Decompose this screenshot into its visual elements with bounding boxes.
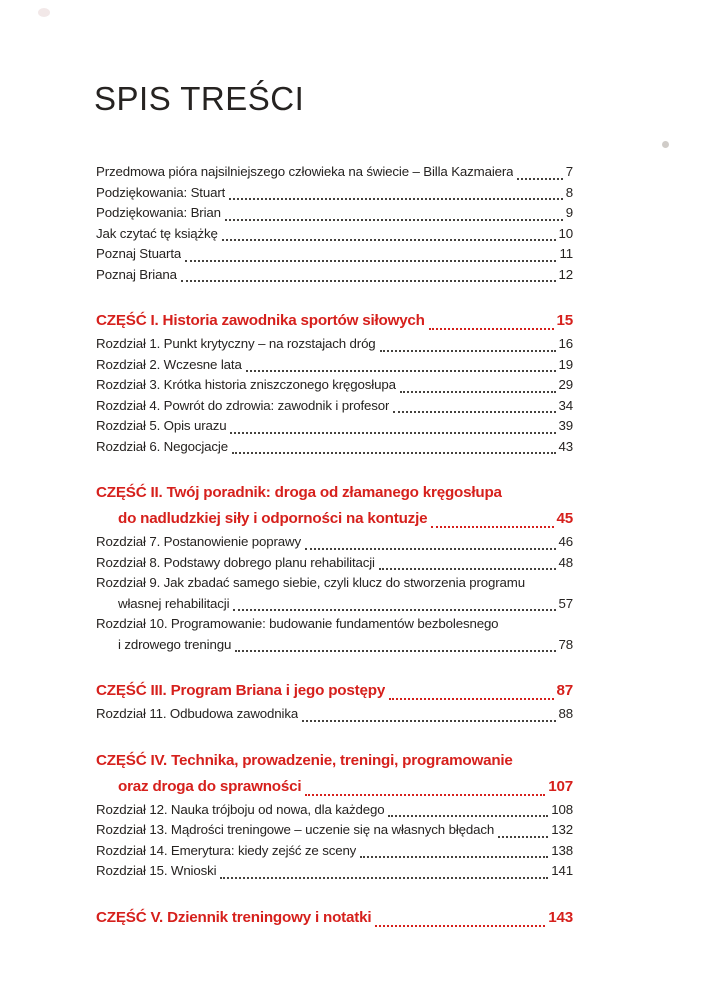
leader-dots [232, 452, 556, 454]
leader-dots [379, 568, 556, 570]
toc-entry-text: Podziękowania: Stuart [96, 184, 226, 200]
toc-entry-text: Rozdział 15. Wnioski [96, 863, 217, 878]
page-number: 16 [558, 336, 573, 351]
page-number: 39 [558, 418, 573, 433]
page-number: 11 [559, 246, 573, 261]
page-number: 45 [556, 510, 573, 527]
toc-entry-line [96, 265, 573, 286]
toc-heading-text: oraz droga do sprawności [118, 777, 302, 795]
page-number: 46 [558, 534, 573, 549]
toc [96, 162, 573, 931]
leader-dots [375, 925, 545, 927]
page-number: 132 [551, 822, 573, 837]
toc-entry-text: Rozdział 7. Postanowienie poprawy [96, 534, 301, 549]
leader-dots [181, 280, 556, 282]
toc-entry-text: Rozdział 11. Odbudowa zawodnika [96, 706, 299, 721]
page-number: 108 [551, 801, 573, 817]
toc-section-3 [96, 480, 573, 655]
leader-dots [220, 877, 548, 879]
page-number: 141 [551, 863, 573, 878]
toc-entry-line [96, 841, 573, 862]
leader-dots [360, 856, 548, 858]
toc-entry-line [96, 437, 573, 458]
toc-entry-line [96, 244, 573, 265]
toc-entry-line [96, 183, 573, 204]
toc-heading-text: CZĘŚĆ III. Program Briana i jego postępy [96, 682, 386, 699]
page-number: 7 [565, 164, 573, 179]
page-number: 88 [558, 706, 573, 721]
page-number: 43 [558, 438, 573, 454]
toc-section-1 [96, 162, 573, 285]
leader-dots [400, 391, 556, 393]
toc-entry-text: Rozdział 4. Powrót do zdrowia: zawodnik i profesor [96, 397, 390, 413]
page-number: 87 [556, 682, 573, 699]
toc-section-2 [96, 308, 573, 457]
toc-entry-line [96, 416, 573, 437]
page-number: 12 [558, 266, 573, 282]
toc-entry-line [96, 375, 573, 396]
leader-dots [246, 370, 556, 372]
page-number: 143 [548, 908, 573, 926]
toc-entry-text: Jak czytać tę książkę [96, 225, 218, 241]
page-number: 15 [556, 312, 573, 329]
toc-heading-line [96, 678, 573, 704]
toc-heading-text: CZĘŚĆ V. Dziennik treningowy i notatki [96, 908, 372, 926]
toc-entry-line [96, 861, 573, 882]
toc-entry-line [96, 224, 573, 245]
page-number: 34 [558, 397, 573, 413]
page-number: 10 [558, 225, 573, 241]
toc-heading-text: do nadludzkiej siły i odporności na kontuzje [118, 510, 428, 527]
toc-section-5 [96, 748, 573, 882]
scan-artifact [662, 141, 669, 148]
toc-entry-line [96, 820, 573, 841]
leader-dots [305, 548, 556, 550]
toc-heading-line [96, 774, 573, 800]
page-number: 9 [565, 205, 573, 220]
toc-entry-line [96, 704, 573, 725]
leader-dots [431, 526, 553, 528]
page-number: 57 [558, 595, 573, 611]
toc-heading-line [96, 506, 573, 532]
page-number: 138 [551, 842, 573, 858]
toc-entry-text: Rozdział 6. Negocjacje [96, 438, 228, 454]
page-number: 8 [565, 184, 573, 200]
toc-section-6 [96, 905, 573, 931]
toc-heading-line [96, 905, 573, 931]
toc-entry-text: Rozdział 3. Krótka historia zniszczonego kręgosłupa [96, 377, 396, 392]
toc-heading-text: CZĘŚĆ I. Historia zawodnika sportów siłowych [96, 312, 425, 329]
toc-entry-line [96, 635, 573, 656]
toc-entry-line: Rozdział 9. Jak zbadać samego siebie, czyli klucz do stworzenia programu [96, 575, 525, 590]
toc-entry-text: Rozdział 2. Wczesne lata [96, 356, 242, 372]
toc-entry-text: własnej rehabilitacji [118, 595, 230, 611]
toc-heading-line [96, 308, 573, 334]
toc-entry-text: Rozdział 14. Emerytura: kiedy zejść ze sceny [96, 842, 357, 858]
leader-dots [302, 720, 555, 722]
leader-dots [225, 219, 563, 221]
leader-dots [230, 432, 555, 434]
toc-entry-text: Rozdział 8. Podstawy dobrego planu rehabilitacji [96, 554, 375, 570]
toc-entry-line: Rozdział 10. Programowanie: budowanie fundamentów bezbolesnego [96, 616, 499, 631]
leader-dots [389, 698, 553, 700]
toc-entry-text: Poznaj Stuarta [96, 246, 182, 261]
toc-entry-text: Rozdział 5. Opis urazu [96, 418, 227, 433]
toc-entry-line [96, 800, 573, 821]
toc-entry-line [96, 334, 573, 355]
leader-dots [229, 198, 563, 200]
leader-dots [380, 350, 556, 352]
leader-dots [388, 815, 548, 817]
toc-entry-line [96, 355, 573, 376]
toc-heading-line: CZĘŚĆ IV. Technika, prowadzenie, treningi, programowanie [96, 751, 513, 769]
leader-dots [185, 260, 556, 262]
toc-entry-text: Przedmowa pióra najsilniejszego człowieka na świecie – Billa Kazmaiera [96, 164, 514, 179]
leader-dots [498, 836, 548, 838]
toc-entry-line [96, 532, 573, 553]
page-number: 29 [558, 377, 573, 392]
leader-dots [235, 650, 555, 652]
toc-entry-text: Rozdział 12. Nauka trójboju od nowa, dla każdego [96, 801, 385, 817]
leader-dots [222, 239, 556, 241]
toc-heading-line: CZĘŚĆ II. Twój poradnik: droga od złamanego kręgosłupa [96, 484, 502, 501]
page-title: SPIS TREŚCI [94, 80, 305, 117]
leader-dots [233, 609, 555, 611]
leader-dots [393, 411, 555, 413]
toc-section-4 [96, 678, 573, 725]
leader-dots [305, 794, 545, 796]
toc-entry-line [96, 203, 573, 224]
page-number: 107 [548, 777, 573, 795]
page-number: 19 [558, 356, 573, 372]
scan-artifact [38, 8, 50, 17]
toc-entry-line [96, 396, 573, 417]
toc-entry-line [96, 162, 573, 183]
toc-entry-text: Poznaj Briana [96, 266, 177, 282]
leader-dots [517, 178, 562, 180]
page-number: 78 [558, 636, 573, 652]
leader-dots [429, 328, 554, 330]
page-number: 48 [558, 554, 573, 570]
toc-entry-text: Rozdział 1. Punkt krytyczny – na rozstajach dróg [96, 336, 376, 351]
toc-entry-text: i zdrowego treningu [118, 636, 232, 652]
toc-entry-text: Rozdział 13. Mądrości treningowe – uczenie się na własnych błędach [96, 822, 495, 837]
toc-entry-line [96, 553, 573, 574]
toc-entry-text: Podziękowania: Brian [96, 205, 221, 220]
toc-entry-line [96, 594, 573, 615]
